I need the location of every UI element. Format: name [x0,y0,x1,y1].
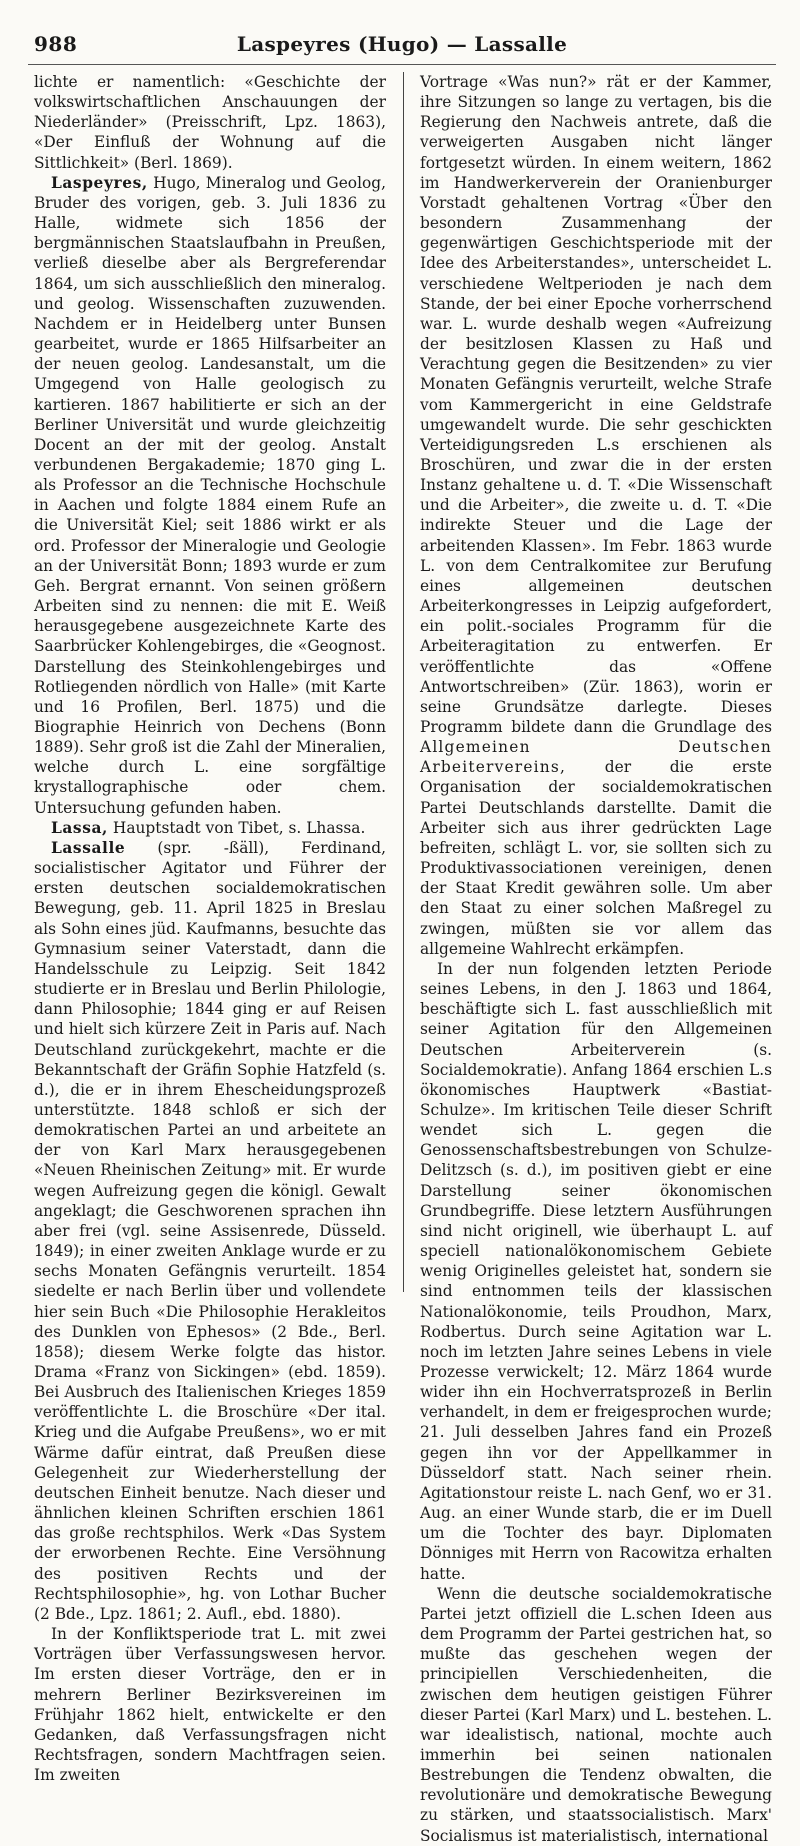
entry-text: Hauptstadt von Tibet, s. Lhassa. [108,818,366,837]
entry-headword: Lassa, [50,818,108,837]
entry-text: (spr. -ßäll), Ferdinand, socialistischer Agitator und Führer der ersten deutschen socialdemokratischen Bewegung, geb. 11. April 1825 in Breslau als Sohn eines jüd. Kaufmanns, besuchte das Gymnasium seiner Vaterstadt, dann die Handelsschule zu Leipzig. Seit 1842 studierte er in Breslau und Berlin Philologie, dann Philosophie; 1844 ging er auf Reisen und hielt sich kürzere Zeit in Paris auf. Nach Deutschland zurückgekehrt, machte er die Bekanntschaft der Gräfin Sophie Hatzfeld (s. d.), die er in ihrem Ehescheidungsprozeß unterstützte. 1848 schloß er sich der demokratischen Partei an und arbeitete an der von Karl Marx herausgegebenen «Neuen Rheinischen Zeitung» mit. Er wurde wegen Aufreizung gegen die königl. Gewalt angeklagt; die Geschworenen sprachen ihn aber frei (vgl. seine Assisenrede, Düsseld. 1849); in einer zweiten Anklage wurde er zu sechs Monaten Gefängnis verurteilt. 1854 siedelte er nach Berlin über und vollendete hier sein Buch «Die Philosophie Herakleitos des Dunklen von Ephesos» (2 Bde., Berl. 1858); diesem Werke folgte das histor. Drama «Franz von Sickingen» (ebd. 1859). Bei Ausbruch des Italienischen Krieges 1859 veröffentlichte L. die Broschüre «Der ital. Krieg und die Aufgabe Preußens», wo er mit Wärme dafür eintrat, daß Preußen diese Gelegenheit zur Wiederherstellung der deutschen Einheit benutze. Nach dieser und ähnlichen kleinen Schriften erschien 1861 das große rechtsphilos. Werk «Das System der erworbenen Rechte. Eine Versöhnung des positiven Rechts und der Rechtsphilosophie», hg. von Lothar Bucher (2 Bde., Lpz. 1861; 2. Aufl., ebd. 1880). [34,838,386,1623]
column-divider [403,72,404,1292]
entry-lassalle [34,838,386,1624]
page-number: 988 [34,32,78,56]
paragraph: In der Konfliktsperiode trat L. mit zwei Vorträgen über Verfassungswesen hervor. Im ersten dieser Vorträge, den er in mehrern Berliner Bezirksvereinen im Frühjahr 1862 hielt, entwickelte er den Gedanken, daß Verfassungsfragen nicht Rechtsfragen, sondern Machtfragen seien. Im zweiten [34,1625,386,1785]
paragraph: In der nun folgenden letzten Periode seines Lebens, in den J. 1863 und 1864, beschäftigte sich L. fast ausschließlich mit seiner Agitation für den Allgemeinen Deutschen Arbeiterverein (s. Socialdemokratie). Anfang 1864 erschien L.s ökonomisches Hauptwerk «Bastiat-Schulze». Im kritischen Teile dieser Schrift wendet sich L. gegen die Genossenschaftsbestrebungen von Schulze-Delitzsch (s. d.), im positiven giebt er eine Darstellung seiner ökonomischen Grundbegriffe. Diese letztern Ausführungen sind nicht originell, wie überhaupt L. auf speciell nationalökonomischem Gebiete wenig Originelles geleistet hat, sondern sie sind entnommen teils der klassischen Nationalökonomie, teils Proudhon, Marx, Rodbertus. Durch seine Agitation war L. noch im letzten Jahre seines Lebens in viele Prozesse verwickelt; 12. März 1864 wurde wider ihn ein Hochverratsprozeß in Berlin verhandelt, in dem er freigesprochen wurde; 21. Juli desselben Jahres fand ein Prozeß gegen ihn vor der Appellkammer in Düsseldorf statt. Nach seiner rhein. Agitationstour reiste L. nach Genf, wo er 31. Aug. an einer Wunde starb, die er im Duell um die Tochter des bayr. Diplomaten Dönniges mit Herrn von Racowitza erhalten hatte. [420,959,772,1583]
paragraph-continued [420,72,772,959]
page-header [28,30,776,65]
paragraph-text: der die erste Organisation der socialdemokratischen Partei Deutschlands darstellte. Damit die Arbeiter sich aus ihrer gedrückten Lage befreiten, schlägt L. vor, sie sollten sich zu Produktivassociationen vereinigen, denen der Staat Kredit gewähren solle. Um aber den Staat zu einer solchen Maßregel zu zwingen, müßten sie vor allem das allgemeine Wahlrecht erkämpfen. [420,758,772,958]
emphasized-text: Allgemeinen Deutschen Arbeitervereins, [420,738,772,777]
paragraph-text: Vortrage «Was nun?» rät er der Kammer, ihre Sitzungen so lange zu vertagen, bis die Regierung den Nachweis antrete, daß die verweigerten Ausgaben nicht länger fortgesetzt würden. In einem weitern, 1862 im Handwerkerverein der Oranienburger Vorstadt gehaltenen Vortrag «Über den besondern Zusammenhang der gegenwärtigen Geschichtsperiode mit der Idee des Arbeiterstandes», unterscheidet L. verschiedene Weltperioden je nach dem Stande, der bei einer Epoche vorherrschend war. L. wurde deshalb wegen «Aufreizung der besitzlosen Klassen zu Haß und Verachtung gegen die Besitzenden» zu vier Monaten Gefängnis verurteilt, welche Strafe vom Kammergericht in eine Geldstrafe umgewandelt wurde. Die sehr geschickten Verteidigungsreden L.s erschienen als Broschüren, und zwar die in der ersten Instanz gehaltene u. d. T. «Die Wissenschaft und die Arbeiter», die zweite u. d. T. «Die indirekte Steuer und die Lage der arbeitenden Klassen». Im Febr. 1863 wurde L. von dem Centralkomitee zur Berufung eines allgemeinen deutschen Arbeiterkongresses in Leipzig aufgefordert, ein polit.-sociales Programm für die Arbeiteragitation zu entwerfen. Er veröffentlichte das «Offene Antwortschreiben» (Zür. 1863), worin er seine Grundsätze darlegte. Dieses Programm bildete dann die Grundlage des [420,73,772,736]
running-head: Laspeyres (Hugo) — Lassalle [236,32,568,56]
entry-headword: Lassalle [50,838,126,857]
paragraph-continued: lichte er namentlich: «Geschichte der volkswirtschaftlichen Anschauungen der Niederländer» (Preisschrift, Lpz. 1863), «Der Einfluß der Wohnung auf die Sittlichkeit» (Berl. 1869). [34,73,386,172]
entry-headword: Laspeyres, [50,173,148,192]
paragraph: Wenn die deutsche socialdemokratische Partei jetzt offiziell die L.schen Ideen aus dem Programm der Partei gestrichen hat, so mußte das geschehen wegen der principiellen Verschiedenheiten, die zwischen dem heutigen geistigen Führer dieser Partei (Karl Marx) und L. bestehen. L. war idealistisch, national, mochte auch immerhin bei seinen nationalen Bestrebungen die Tendenz obwalten, die revolutionäre und demokratische Bewegung zu stärken, und staatssocialistisch. Marx' Socialismus ist materialistisch, international [420,1584,772,1845]
right-column [420,72,772,1845]
entry-lassa [34,818,386,838]
entry-text: Hugo, Mineralog und Geolog, Bruder des vorigen, geb. 3. Juli 1836 zu Halle, widmete sich 1856 der bergmännischen Staatslaufbahn in Preußen, verließ dieselbe aber als Bergreferendar 1864, um sich ausschließlich den mineralog. und geolog. Wissenschaften zuzuwenden. Nachdem er in Heidelberg unter Bunsen gearbeitet, wurde er 1865 Hilfsarbeiter an der neuen geolog. Landesanstalt, um die Umgegend von Halle geologisch zu kartieren. 1867 habilitierte er sich an der Berliner Universität und wurde gleichzeitig Docent an der mit der geolog. Anstalt verbundenen Bergakademie; 1870 ging L. als Professor an die Technische Hochschule in Aachen und folgte 1884 einem Rufe an die Universität Kiel; seit 1886 wirkt er als ord. Professor der Mineralogie und Geologie an der Universität Bonn; 1893 wurde er zum Geh. Bergrat ernannt. Von seinen größern Arbeiten sind zu nennen: die mit E. Weiß herausgegebene ausgezeichnete Karte des Saarbrücker Kohlengebirges, die «Geognost. Darstellung des Steinkohlengebirges und Rotliegenden nördlich von Halle» (mit Karte und 16 Profilen, Berl. 1875) und die Biographie Heinrich von Dechens (Bonn 1889). Sehr groß ist die Zahl der Mineralien, welche durch L. eine sorgfältige krystallographische oder chem. Untersuchung gefunden haben. [34,173,386,817]
left-column [34,72,386,1785]
entry-laspeyres-hugo [34,173,386,818]
